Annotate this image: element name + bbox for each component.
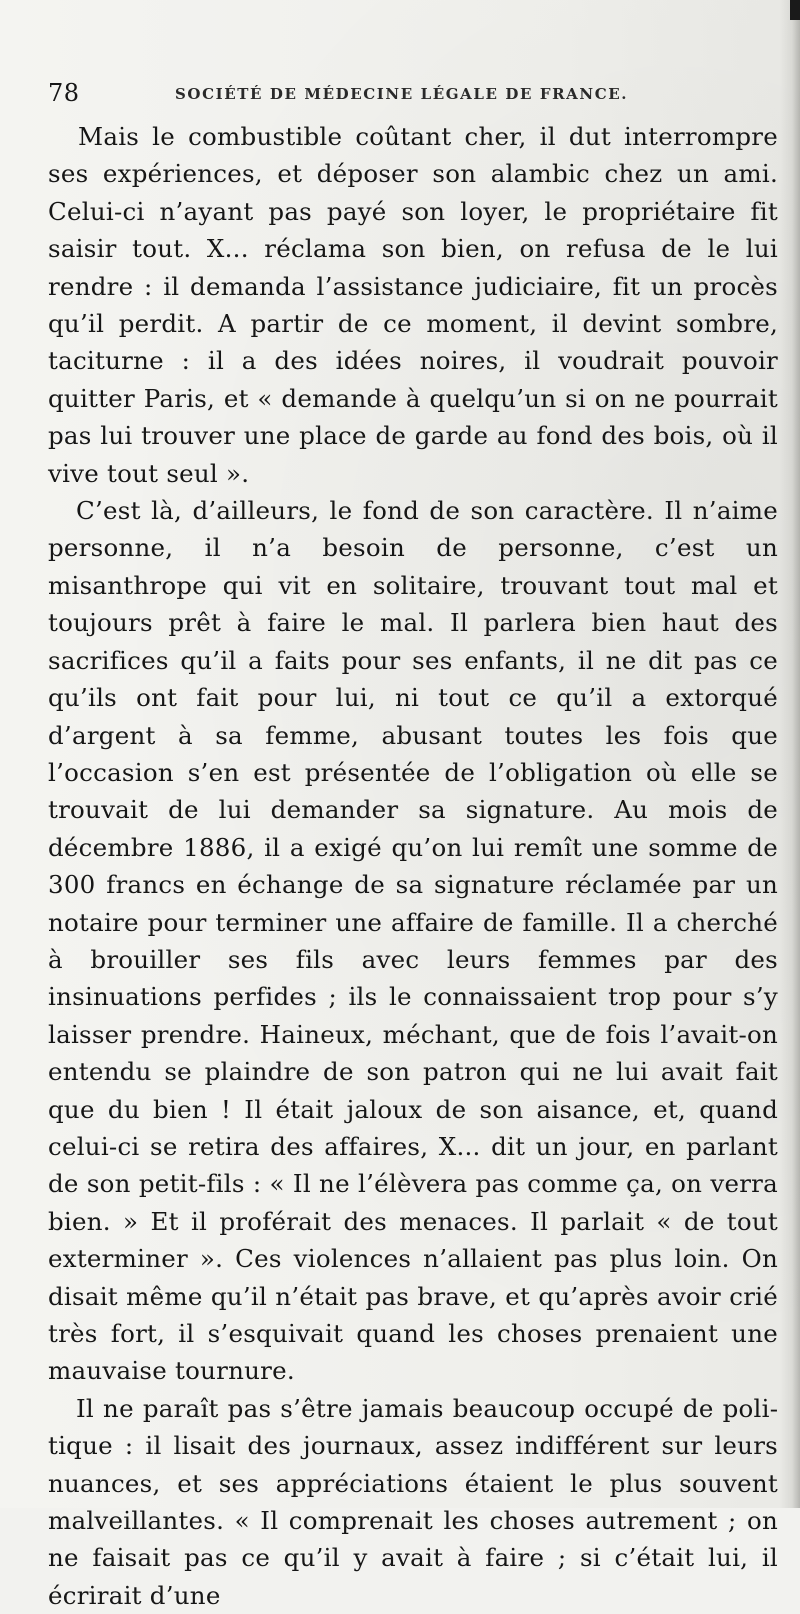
scan-corner-mark (790, 0, 800, 20)
paragraph-1: Mais le combustible coûtant cher, il dut interrompre ses expériences, et déposer son alambic chez un ami. Celui-ci n’ayant pas payé son loyer, le propriétaire fit saisir tout. X... réclama son bien, on refusa de le lui rendre : il demanda l’assistance judiciaire, fit un procès qu’il perdit. A partir de ce moment, il devint sombre, taciturne : il a des idées noires, il voudrait pouvoir quitter Paris, et « demande à quelqu’un si on ne pourrait pas lui trouver une place de garde au fond des bois, où il vive tout seul ». (48, 122, 778, 488)
body-text (48, 118, 778, 1614)
paragraph-2: C’est là, d’ailleurs, le fond de son caractère. Il n’aime personne, il n’a besoin de personne, c’est un misanthrope qui vit en solitaire, trouvant tout mal et toujours prêt à faire le mal. Il parlera bien haut des sacrifices qu’il a faits pour ses enfants, il ne dit pas ce qu’ils ont fait pour lui, ni tout ce qu’il a extorqué d’argent à sa femme, abusant toutes les fois que l’occasion s’en est présentée de l’obligation où elle se trouvait de lui demander sa signature. Au mois de décembre 1886, il a exigé qu’on lui remît une somme de 300 francs en échange de sa signature réclamée par un notaire pour terminer une affaire de famille. Il a cherché à brouiller ses fils avec leurs femmes par des insinuations perfides ; ils le connaissaient trop pour s’y laisser prendre. Haineux, méchant, que de fois l’avait-on entendu se plaindre de son patron qui ne lui avait fait que du bien ! Il était jaloux de son aisance, et, quand celui-ci se retira des affaires, X... dit un jour, en parlant de son petit-fils : « Il ne l’élèvera pas comme ça, on verra bien. » Et il proférait des menaces. Il parlait « de tout exterminer ». Ces violences n’allaient pas plus loin. On disait même qu’il n’était pas brave, et qu’après avoir crié très fort, il s’esquivait quand les choses prenaient une mauvaise tournure. (48, 496, 778, 1386)
page-edge-shadow (780, 0, 800, 1508)
page-number: 78 (48, 79, 80, 107)
running-head: SOCIÉTÉ DE MÉDECINE LÉGALE DE FRANCE. (175, 85, 629, 103)
page-header (48, 78, 768, 108)
paragraph-3: Il ne paraît pas s’être jamais beaucoup occupé de politique : il lisait des journaux, assez indifférent sur leurs nuances, et ses appréciations étaient le plus souvent malveillantes. « Il comprenait les choses autrement ; on ne faisait pas ce qu’il y avait à faire ; si c’était lui, il écrirait d’une (48, 1393, 778, 1610)
